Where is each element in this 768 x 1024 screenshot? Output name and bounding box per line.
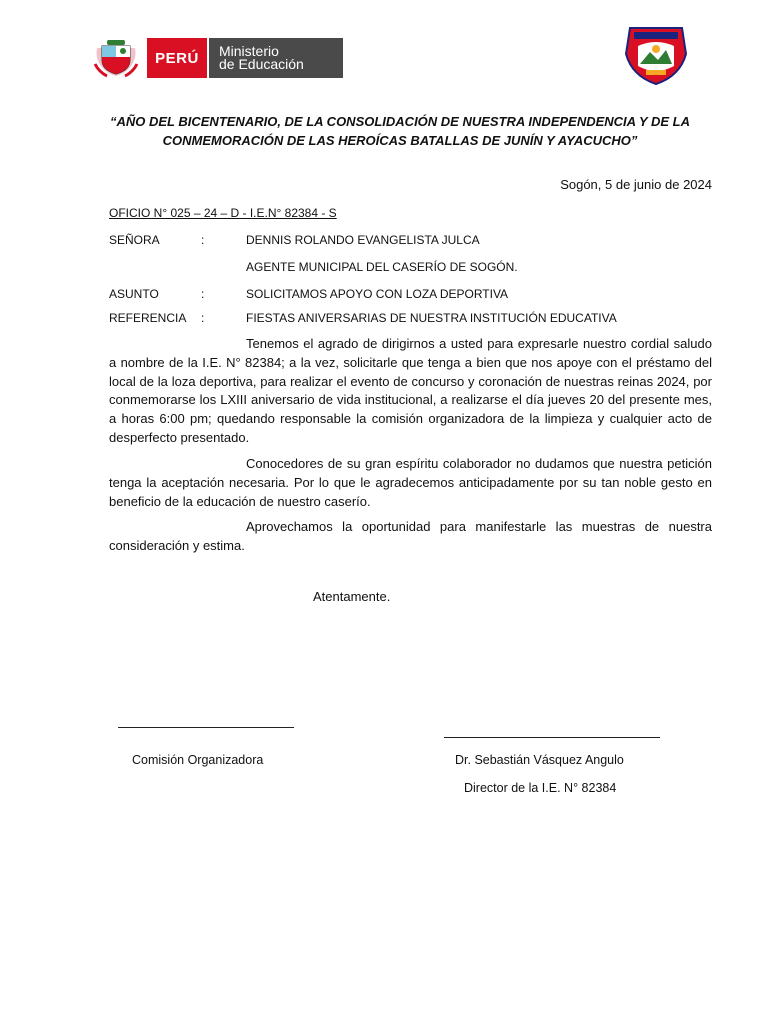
paragraph-text: Tenemos el agrado de dirigirnos a usted para expresarle nuestro cordial saludo a nombre de la I.E. N° 82384; a la vez, solicitarle que tenga a bien que nos apoye con el préstamo del local de la loza deportiva, para realizar el evento de concurso y coronación de nuestras reinas 2024, por conmemorarse los LXIII aniversario de vida institucional, a realizarse el día jueves 20 del presente mes, a horas 6:00 pm; quedando responsable la comisión organizadora de la limpieza y cualquier acto de desperfecto presentado. [109,336,712,445]
school-emblem-icon [620,24,692,86]
closing-salutation: Atentamente. [313,589,391,604]
signatory-right-name: Dr. Sebastián Vásquez Angulo [455,753,624,767]
motto-line-1: “AÑO DEL BICENTENARIO, DE LA CONSOLIDACIÓN DE NUESTRA INDEPENDENCIA Y DE LA [110,114,690,129]
place-date: Sogón, 5 de junio de 2024 [560,177,712,192]
body-paragraph-2 [109,455,712,511]
ministry-logo [93,38,343,78]
reference-label: REFERENCIA [109,311,187,325]
paragraph-text: Conocedores de su gran espíritu colaborador no dudamos que nuestra petición tenga la aceptación necesaria. Por lo que le agradecemos anticipadamente por su tan noble gesto en beneficio de la educación de nuestro caserío. [109,456,712,509]
body-paragraph-3 [109,518,712,556]
signature-line-left [118,727,294,728]
peru-coat-of-arms-icon [93,38,139,78]
paragraph-text: Aprovechamos la oportunidad para manifestarle las muestras de nuestra consideración y estima. [109,519,712,553]
signature-line-right [444,737,660,738]
subject-value: SOLICITAMOS APOYO CON LOZA DEPORTIVA [246,287,509,301]
body-paragraph-1 [109,335,712,448]
addressee-title: AGENTE MUNICIPAL DEL CASERÍO DE SOGÓN. [246,260,518,274]
addressee-colon: : [201,233,205,247]
motto-line-2: CONMEMORACIÓN DE LAS HEROÍCAS BATALLAS DE JUNÍN Y AYACUCHO” [162,133,638,148]
reference-value: FIESTAS ANIVERSARIAS DE NUESTRA INSTITUCIÓN EDUCATIVA [246,311,617,325]
addressee-label: SEÑORA [109,233,160,247]
year-motto [100,112,700,150]
reference-colon: : [201,311,205,325]
ministry-line1: Ministerio [219,43,279,59]
signatory-right-title: Director de la I.E. N° 82384 [464,781,617,795]
signatory-left-name: Comisión Organizadora [132,753,264,767]
subject-label: ASUNTO [109,287,159,301]
ministry-line2: de Educación [219,56,304,72]
letter-number: OFICIO N° 025 – 24 – D - I.E.N° 82384 - S [109,206,337,220]
addressee-name: DENNIS ROLANDO EVANGELISTA JULCA [246,233,480,247]
subject-colon: : [201,287,205,301]
peru-label: PERÚ [147,38,207,78]
ministry-name [209,38,343,78]
